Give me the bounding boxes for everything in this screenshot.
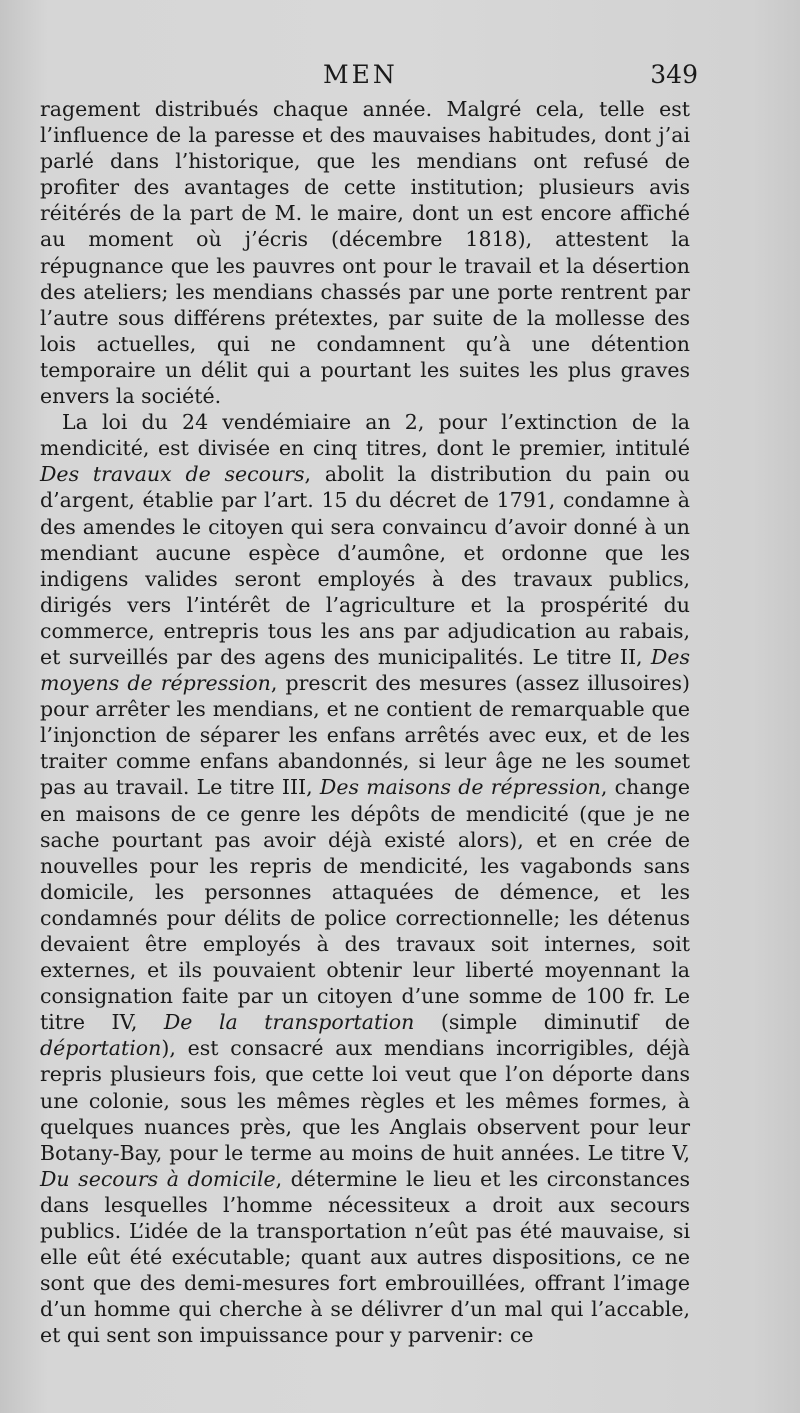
page-number: 349 — [650, 60, 698, 89]
paragraph-2-text: (simple diminutif de — [414, 1010, 690, 1035]
paragraph-1-text: ragement distribués chaque année. Malgré cela, telle est l’influence de la paresse et des mauvaises habitudes, dont j’ai parlé dans l’historique, que les mendians ont refusé de profiter des avantages de cette institution; plusieurs avis réitérés de la part de M. le maire, dont un est encore affiché au moment où j’écris (décembre 1818), attestent la répugnance que les pauvres ont pour le travail et la désertion des ateliers; les mendians chassés par une porte rentrent par l’autre sous différens prétextes, par suite de la mollesse des lois actuelles, qui ne condamnent qu’à une détention temporaire un délit qui a pourtant les suites les plus graves envers la société. — [40, 97, 690, 409]
title-moyens-de-repression: Des moyens de répression — [40, 644, 690, 696]
paragraph-2-text: , prescrit des mesures (assez illusoires) pour arrêter les mendians, et ne contient de remarquable que l’injonction de séparer les enfans arrêtés avec eux, et de les traiter comme enfans abandonnés, si leur âge ne les soumet pas au travail. Le titre III, — [40, 671, 690, 800]
paragraph-2-text: , change en maisons de ce genre les dépôts de mendicité (que je ne sache pourtant pas avoir déjà existé alors), et en crée de nouvelles pour les repris de mendicité, les vagabonds sans domicile, les personnes attaquées de démence, et les condamnés pour délits de police correctionnelle; les détenus devaient être employés à des travaux soit internes, soit externes, et ils pouvaient obtenir leur liberté moyennant la consignation faite par un citoyen d’une somme de 100 fr. Le titre IV, — [40, 775, 691, 1035]
paragraph-2-text: ), est consacré aux mendians incorrigibles, déjà repris plusieurs fois, que cette loi veut que l’on déporte dans une colonie, sous les mêmes règles et les mêmes formes, à quelques nuances près, que les Anglais observent pour leur Botany-Bay, pour le terme au moins de huit années. Le titre V, — [40, 1036, 690, 1165]
title-secours-a-domicile: Du secours à domicile — [40, 1166, 276, 1191]
paragraph-2-text: , abolit la distribution du pain ou d’argent, établie par l’art. 15 du décret de 1791, condamne à des amendes le citoyen qui sera convaincu d’avoir donné à un mendiant aucune espèce d’aumône, et ordonne que les indigens valides seront employés à des travaux publics, dirigés vers l’intérêt de l’agriculture et la prospérité du commerce, entrepris tous les ans par adjudication au rabais, et surveillés par des agens des municipalités. Le titre II, — [40, 462, 690, 669]
body-text — [40, 96, 690, 1349]
paragraph-1 — [40, 96, 690, 409]
paragraph-2-text: La loi du 24 vendémiaire an 2, pour l’extinction de la mendicité, est divisée en cinq titres, dont le premier, intitulé — [40, 410, 690, 461]
page-header — [40, 60, 698, 90]
title-maisons-de-repression: Des maisons de répression — [319, 775, 601, 800]
running-head: MEN — [323, 60, 398, 89]
title-transportation: De la transportation — [163, 1010, 415, 1035]
title-travaux-de-secours: Des travaux de secours — [40, 462, 305, 487]
paragraph-2 — [40, 409, 690, 1348]
paragraph-2-text: , détermine le lieu et les circonstances dans lesquelles l’homme nécessiteux a droit aux secours publics. L’idée de la transportation n’eût pas été mauvaise, si elle eût été exécutable; quant aux autres dispositions, ce ne sont que des demi-mesures fort embrouillées, offrant l’image d’un homme qui cherche à se délivrer d’un mal qui l’accable, et qui sent son impuissance pour y parvenir: ce — [40, 1166, 690, 1348]
term-deportation: déportation — [40, 1036, 162, 1061]
